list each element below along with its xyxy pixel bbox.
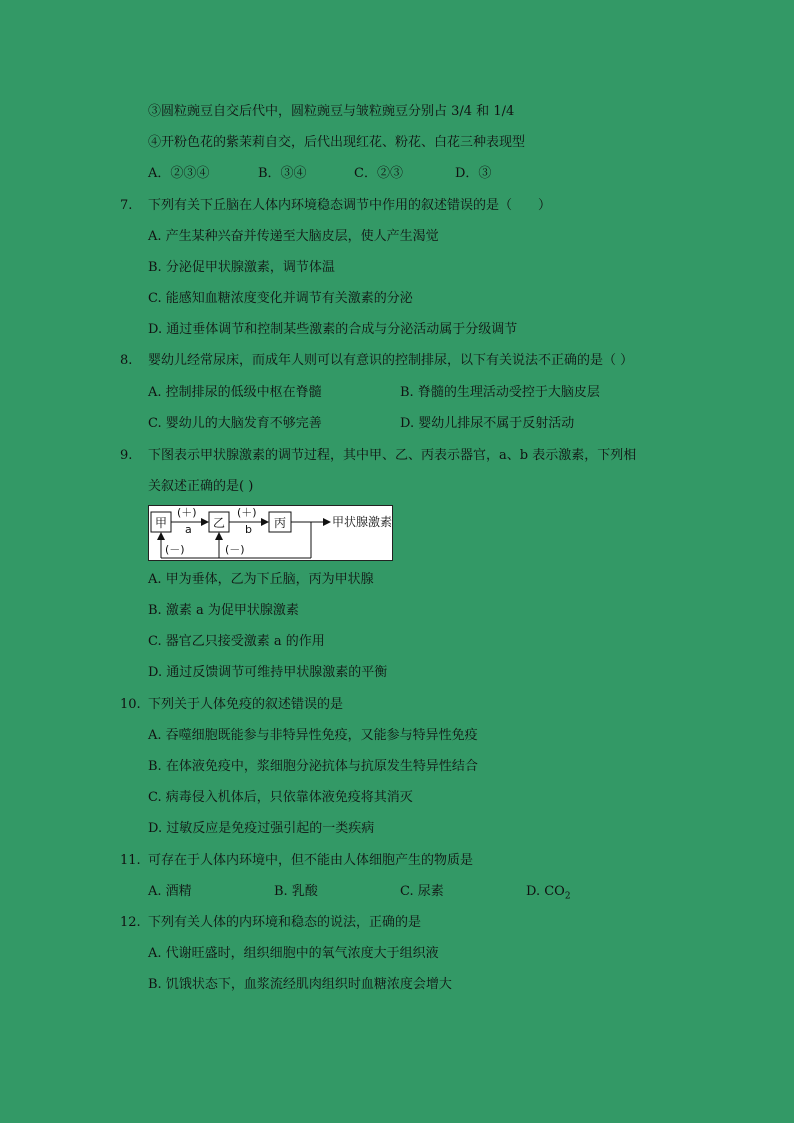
option-c: C. 婴幼儿的大脑发育不够完善 bbox=[148, 416, 322, 431]
option-b: B. 乳酸 bbox=[274, 884, 318, 899]
option-c: C. 病毒侵入机体后，只依靠体液免疫将其消灭 bbox=[148, 790, 413, 805]
hormone-a-label: a bbox=[185, 523, 192, 536]
question-stem-continued: 关叙述正确的是( ) bbox=[148, 479, 254, 494]
minus-label-2: (－) bbox=[225, 543, 245, 556]
option-a: A. 甲为垂体，乙为下丘脑，丙为甲状腺 bbox=[148, 572, 374, 587]
option-b: B. 在体液免疫中，浆细胞分泌抗体与抗原发生特异性结合 bbox=[148, 759, 478, 774]
thyroid-regulation-diagram bbox=[148, 505, 393, 561]
question-number: 9. bbox=[120, 448, 133, 463]
option-d bbox=[526, 882, 571, 907]
statement-4: ④开粉色花的紫茉莉自交，后代出现红花、粉花、白花三种表现型 bbox=[148, 135, 526, 150]
option-c: C. 器官乙只接受激素 a 的作用 bbox=[148, 634, 325, 649]
minus-label-1: (－) bbox=[165, 543, 185, 556]
organ-yi-label: 乙 bbox=[213, 516, 226, 530]
option-a: A. 产生某种兴奋并传递至大脑皮层，使人产生渴觉 bbox=[148, 229, 439, 244]
option-d: D. 过敏反应是免疫过强引起的一类疾病 bbox=[148, 821, 375, 836]
option-b: B. 激素 a 为促甲状腺激素 bbox=[148, 603, 299, 618]
option-d-subscript: 2 bbox=[564, 891, 571, 902]
option-c: C. 尿素 bbox=[400, 884, 444, 899]
option-b: B. 脊髓的生理活动受控于大脑皮层 bbox=[400, 385, 600, 400]
option-d: D. 婴幼儿排尿不属于反射活动 bbox=[400, 416, 575, 431]
hormone-b-label: b bbox=[245, 523, 252, 536]
option-c: C．②③ bbox=[354, 166, 403, 181]
organ-bing-label: 丙 bbox=[274, 516, 287, 530]
question-number: 8. bbox=[120, 353, 133, 368]
option-d-text: D. CO bbox=[526, 884, 565, 899]
question-stem: 下列有关人体的内环境和稳态的说法，正确的是 bbox=[148, 915, 422, 930]
output-label: 甲状腺激素 bbox=[332, 515, 393, 529]
option-a: A. 吞噬细胞既能参与非特异性免疫，又能参与特异性免疫 bbox=[148, 728, 478, 743]
option-d: D. 通过反馈调节可维持甲状腺激素的平衡 bbox=[148, 665, 388, 680]
option-d: D．③ bbox=[455, 166, 492, 181]
question-number: 10. bbox=[120, 697, 141, 712]
option-b: B．③④ bbox=[258, 166, 307, 181]
option-a: A. 酒精 bbox=[148, 884, 192, 899]
question-stem: 下列关于人体免疫的叙述错误的是 bbox=[148, 697, 344, 712]
question-number: 7. bbox=[120, 198, 133, 213]
option-c: C. 能感知血糖浓度变化并调节有关激素的分泌 bbox=[148, 291, 413, 306]
plus-label-2: (＋) bbox=[237, 506, 257, 519]
option-a: A. 代谢旺盛时，组织细胞中的氧气浓度大于组织液 bbox=[148, 946, 439, 961]
plus-label-1: (＋) bbox=[177, 506, 197, 519]
option-a: A．②③④ bbox=[148, 166, 210, 181]
option-d: D. 通过垂体调节和控制某些激素的合成与分泌活动属于分级调节 bbox=[148, 322, 518, 337]
statement-3: ③圆粒豌豆自交后代中，圆粒豌豆与皱粒豌豆分别占 3/4 和 1/4 bbox=[148, 104, 515, 119]
question-number: 12. bbox=[120, 915, 141, 930]
option-a: A. 控制排尿的低级中枢在脊髓 bbox=[148, 385, 322, 400]
question-stem: 下图表示甲状腺激素的调节过程，其中甲、乙、丙表示器官，a、b 表示激素，下列相 bbox=[148, 448, 637, 463]
option-b: B. 分泌促甲状腺激素，调节体温 bbox=[148, 260, 335, 275]
question-stem: 婴幼儿经常尿床，而成年人则可以有意识的控制排尿，以下有关说法不正确的是（ ） bbox=[148, 353, 634, 368]
question-stem: 可存在于人体内环境中，但不能由人体细胞产生的物质是 bbox=[148, 853, 474, 868]
option-b: B. 饥饿状态下，血浆流经肌肉组织时血糖浓度会增大 bbox=[148, 977, 452, 992]
question-number: 11. bbox=[120, 853, 141, 868]
question-stem: 下列有关下丘脑在人体内环境稳态调节中作用的叙述错误的是（ ） bbox=[148, 198, 552, 213]
organ-jia-label: 甲 bbox=[155, 516, 168, 530]
